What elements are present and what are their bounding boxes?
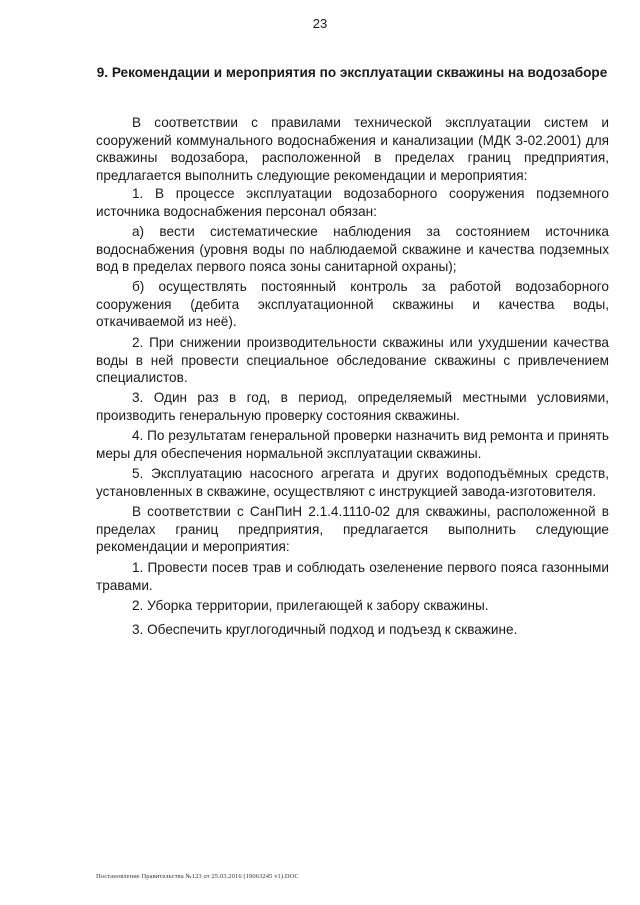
item-a-paragraph: а) вести систематические наблюдения за состоянием источника водоснабжения (уровня воды по наблюдаемой скважине и качества подземных вод в пределах первого пояса зоны санитарной охраны);: [96, 224, 609, 274]
sanpin-item-1-paragraph: 1. Провести посев трав и соблюдать озеленение первого пояса газонными травами.: [96, 560, 609, 593]
section-heading: 9. Рекомендации и мероприятия по эксплуатации скважины на водозаборе: [96, 65, 608, 80]
item-b-paragraph: б) осуществлять постоянный контроль за работой водозаборного сооружения (дебита эксплуатационной скважины и качества воды, откачиваемой из неё).: [96, 279, 609, 329]
item-2-paragraph: 2. При снижении производительности скважины или ухудшении качества воды в ней провести специальное обследование скважины с привлечением специалистов.: [96, 335, 609, 385]
item-5-paragraph: 5. Эксплуатацию насосного агрегата и других водоподъёмных средств, установленных в скважине, осуществляют с инструкцией завода-изготовителя.: [96, 466, 609, 499]
sanpin-item-2-paragraph: 2. Уборка территории, прилегающей к забору скважины.: [132, 598, 489, 613]
page-number: 23: [312, 16, 328, 31]
intro-paragraph: В соответствии с правилами технической эксплуатации систем и сооружений коммунального водоснабжения и канализации (МДК 3-02.2001) для скважины водозабора, расположенной в пределах границ предприятия, предлагается выполнить следующие рекомендации и мероприятия:: [96, 115, 609, 183]
document-footer: Постановление Правительства №123 от 25.03.2016 (19063245 v1).DOC: [96, 873, 299, 880]
item-3-paragraph: 3. Один раз в год, в период, определяемый местными условиями, производить генеральную проверку состояния скважины.: [96, 390, 609, 423]
sanpin-paragraph: В соответствии с СанПиН 2.1.4.1110-02 для скважины, расположенной в пределах границ предприятия, предлагается выполнить следующие рекомендации и мероприятия:: [96, 504, 609, 554]
sanpin-item-3-paragraph: 3. Обеспечить круглогодичный подход и подъезд к скважине.: [132, 622, 518, 637]
item-1-paragraph: 1. В процессе эксплуатации водозаборного сооружения подземного источника водоснабжения персонал обязан:: [96, 186, 609, 219]
item-4-paragraph: 4. По результатам генеральной проверки назначить вид ремонта и принять меры для обеспечения нормальной эксплуатации скважины.: [96, 428, 609, 461]
